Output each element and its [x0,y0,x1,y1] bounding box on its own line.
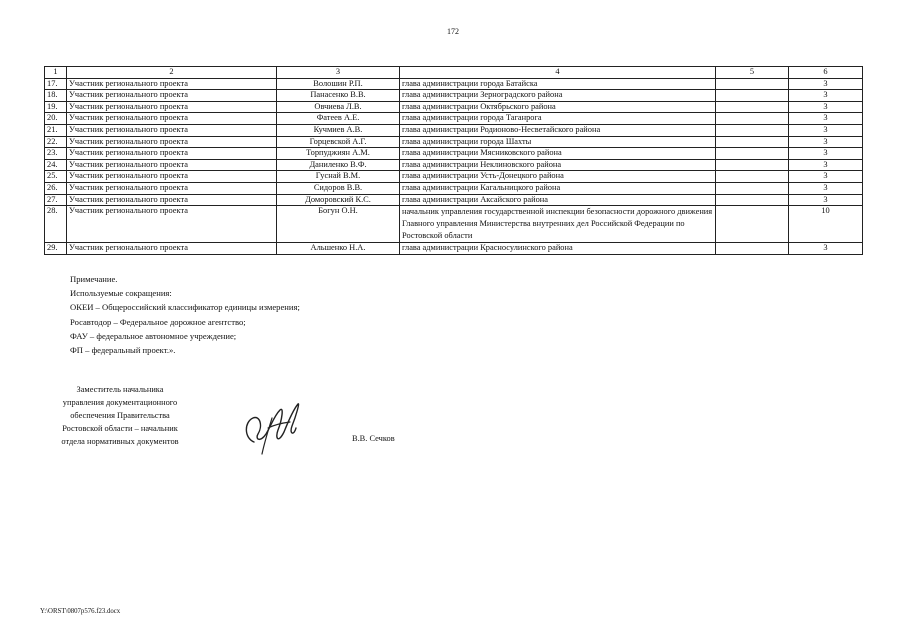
col6-cell: 3 [789,159,863,171]
col6-cell: 3 [789,194,863,206]
col6-cell: 3 [789,136,863,148]
signatory-position-line: Ростовской области – начальник [62,424,178,433]
role-cell: Участник регионального проекта [67,206,277,243]
header-cell-2: 2 [67,67,277,79]
row-number-cell: 22. [45,136,67,148]
row-number-cell: 17. [45,78,67,90]
table-row [45,159,863,171]
table-body [45,67,863,255]
role-cell: Участник регионального проекта [67,194,277,206]
col5-cell [716,136,789,148]
abbreviation-item: ОКЕИ – Общероссийский классификатор единицы измерения; [70,302,300,313]
notes-title: Примечание. [70,274,118,284]
position-cell: глава администрации Октябрьского района [400,101,716,113]
row-number-cell: 19. [45,101,67,113]
header-cell-3: 3 [277,67,400,79]
role-cell: Участник регионального проекта [67,136,277,148]
abbreviation-item: Росавтодор – Федеральное дорожное агентство; [70,316,246,327]
position-cell: глава администрации Родионово-Несветайского района [400,124,716,136]
table-row [45,243,863,255]
position-cell: глава администрации города Батайска [400,78,716,90]
name-cell: Волошин Р.П. [277,78,400,90]
col5-cell [716,101,789,113]
table-header-row [45,67,863,79]
file-path: Y:\ORST\0807p576.f23.docx [40,608,121,615]
position-cell: глава администрации Аксайского района [400,194,716,206]
name-cell: Панасенко В.В. [277,90,400,102]
col6-cell: 10 [789,206,863,243]
col5-cell [716,113,789,125]
position-cell: глава администрации Кагальницкого района [400,182,716,194]
name-cell: Гуснай В.М. [277,171,400,183]
row-number-cell: 23. [45,148,67,160]
table-row [45,113,863,125]
position-cell: глава администрации Зерноградского района [400,90,716,102]
col6-cell: 3 [789,171,863,183]
signatory-position-line: обеспечения Правительства [70,411,170,420]
row-number-cell: 28. [45,206,67,243]
row-number-cell: 29. [45,243,67,255]
header-cell-6: 6 [789,67,863,79]
role-cell: Участник регионального проекта [67,113,277,125]
table-row [45,182,863,194]
row-number-cell: 26. [45,182,67,194]
table-row [45,101,863,113]
role-cell: Участник регионального проекта [67,171,277,183]
header-cell-1: 1 [45,67,67,79]
position-cell: глава администрации Усть-Донецкого района [400,171,716,183]
name-cell: Торпуджиян А.М. [277,148,400,160]
col6-cell: 3 [789,124,863,136]
handwritten-signature [238,398,308,458]
row-number-cell: 27. [45,194,67,206]
name-cell: Горцевской А.Г. [277,136,400,148]
col5-cell [716,124,789,136]
table-row [45,148,863,160]
name-cell: Овчиева Л.В. [277,101,400,113]
name-cell: Даниленко В.Ф. [277,159,400,171]
page-number: 172 [447,27,459,36]
role-cell: Участник регионального проекта [67,124,277,136]
col6-cell: 3 [789,113,863,125]
position-cell: глава администрации Неклиновского района [400,159,716,171]
col5-cell [716,243,789,255]
col5-cell [716,171,789,183]
table-row [45,90,863,102]
position-cell: глава администрации Красносулинского района [400,243,716,255]
signatory-position-line: отдела нормативных документов [61,437,179,446]
col5-cell [716,159,789,171]
notes-subtitle: Используемые сокращения: [70,288,172,299]
col6-cell: 3 [789,243,863,255]
signatory-position-line: управления документационного [62,398,178,407]
role-cell: Участник регионального проекта [67,159,277,171]
row-number-cell: 21. [45,124,67,136]
row-number-cell: 25. [45,171,67,183]
col6-cell: 3 [789,90,863,102]
table-row [45,206,863,243]
col5-cell [716,206,789,243]
project-participants-table [44,66,863,255]
notes-section [70,272,300,357]
role-cell: Участник регионального проекта [67,78,277,90]
signer-name: В.В. Сечков [352,434,395,443]
row-number-cell: 24. [45,159,67,171]
header-cell-5: 5 [716,67,789,79]
abbreviation-item: ФП – федеральный проект.». [70,345,176,356]
row-number-cell: 18. [45,90,67,102]
header-cell-4: 4 [400,67,716,79]
name-cell: Альшенко Н.А. [277,243,400,255]
table-row [45,136,863,148]
role-cell: Участник регионального проекта [67,101,277,113]
table-row [45,124,863,136]
col5-cell [716,182,789,194]
col5-cell [716,90,789,102]
role-cell: Участник регионального проекта [67,182,277,194]
name-cell: Богун О.Н. [277,206,400,243]
col5-cell [716,148,789,160]
col5-cell [716,194,789,206]
position-cell: начальник управления государственной инспекции безопасности дорожного движения Главного управления Министерства внутренних дел Российской Федерации по Ростовской области [400,206,716,243]
position-cell: глава администрации Мясниковского района [400,148,716,160]
row-number-cell: 20. [45,113,67,125]
role-cell: Участник регионального проекта [67,243,277,255]
abbreviation-item: ФАУ – федеральное автономное учреждение; [70,330,237,341]
name-cell: Кучмиев А.В. [277,124,400,136]
table-row [45,171,863,183]
col6-cell: 3 [789,78,863,90]
signatory-position [40,383,200,448]
table-row [45,194,863,206]
signatory-position-line: Заместитель начальника [76,385,164,394]
position-cell: глава администрации города Таганрога [400,113,716,125]
col6-cell: 3 [789,148,863,160]
position-cell: глава администрации города Шахты [400,136,716,148]
name-cell: Доморовский К.С. [277,194,400,206]
role-cell: Участник регионального проекта [67,148,277,160]
col5-cell [716,78,789,90]
role-cell: Участник регионального проекта [67,90,277,102]
col6-cell: 3 [789,101,863,113]
name-cell: Сидоров В.В. [277,182,400,194]
name-cell: Фатеев А.Е. [277,113,400,125]
col6-cell: 3 [789,182,863,194]
table-row [45,78,863,90]
